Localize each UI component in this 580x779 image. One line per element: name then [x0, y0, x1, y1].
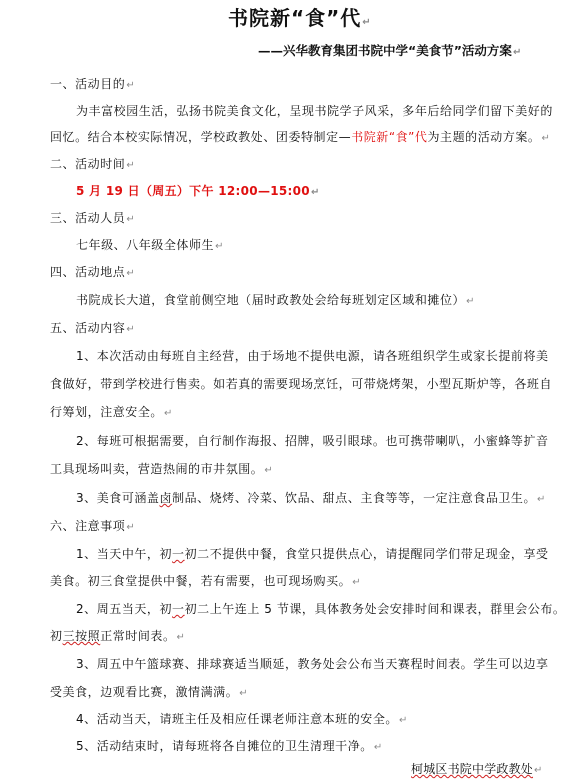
paragraph-mark-icon: ↵: [126, 214, 135, 225]
location-text: 书院成长大道，食堂前侧空地（届时政教处会给每班划定区域和摊位）↵: [76, 293, 475, 307]
paragraph-mark-icon: ↵: [534, 765, 543, 776]
paragraph-mark-icon: ↵: [466, 296, 475, 307]
paragraph-mark-icon: ↵: [352, 577, 361, 588]
paragraph-mark-icon: ↵: [537, 494, 546, 505]
paragraph-mark-icon: ↵: [541, 133, 550, 144]
subtitle-text: ——兴华教育集团书院中学“美食节”活动方案: [258, 43, 512, 58]
section-heading-participants: 三、活动人员↵: [50, 211, 135, 225]
content-item-3: 3、美食可涵盖卤制品、烧烤、冷菜、饮品、甜点、主食等等，一定注意食品卫生。↵: [76, 491, 546, 505]
paragraph-mark-icon: ↵: [163, 408, 173, 419]
paragraph-mark-icon: ↵: [264, 465, 273, 476]
section-heading-notes: 六、注意事项↵: [50, 519, 135, 533]
section-heading-purpose: 一、活动目的↵: [50, 77, 135, 91]
document-title: [228, 6, 371, 35]
content-item-1-line-3: 行筹划，注意安全。↵: [50, 405, 173, 419]
notes-item-2-line-1: 2、周五当天，初一初二上午连上 5 节课，具体教务处会安排时间和课表，群里会公布。: [76, 602, 566, 616]
content-item-1-line-1: 1、本次活动由每班自主经营，由于场地不提供电源，请各班组织学生或家长提前将美: [76, 349, 549, 363]
participants-text: 七年级、八年级全体师生↵: [76, 238, 224, 252]
paragraph-mark-icon: ↵: [215, 241, 224, 252]
content-item-2-line-1: 2、每班可根据需要，自行制作海报、招牌，吸引眼球。也可携带喇叭，小蜜蜂等扩音: [76, 434, 549, 448]
paragraph-mark-icon: ↵: [126, 522, 135, 533]
theme-highlight: 书院新“食”代: [351, 130, 428, 144]
paragraph-mark-icon: ↵: [126, 268, 135, 279]
spellcheck-underline: 三按照: [62, 629, 101, 643]
notes-item-3-line-1: 3、周五中午篮球赛、排球赛适当顺延，教务处会公布当天赛程时间表。学生可以边享: [76, 657, 549, 671]
notes-item-4: 4、活动当天，请班主任及相应任课老师注意本班的安全。↵: [76, 712, 408, 726]
paragraph-mark-icon: ↵: [176, 632, 185, 643]
document-subtitle: [258, 43, 521, 61]
content-item-2-line-2: 工具现场叫卖，营造热闹的市井氛围。↵: [50, 462, 273, 476]
paragraph-mark-icon: ↵: [310, 187, 320, 198]
paragraph-mark-icon: ↵: [126, 160, 135, 171]
paragraph-mark-icon: ↵: [362, 17, 371, 28]
notes-item-1-line-1: 1、当天中午，初一初二不提供中餐，食堂只提供点心，请提醒同学们带足现金，享受: [76, 547, 549, 561]
event-time: 5 月 19 日（周五）下午 12:00—15:00↵: [76, 184, 320, 198]
notes-item-2-line-2: 初三按照正常时间表。↵: [50, 629, 185, 643]
paragraph-mark-icon: ↵: [126, 80, 135, 91]
spellcheck-underline: 一: [172, 602, 185, 616]
notes-item-3-line-2: 受美食，边观看比赛，激情满满。↵: [50, 685, 248, 699]
title-text: 书院新“食”代: [228, 6, 362, 30]
paragraph-mark-icon: ↵: [373, 742, 383, 753]
content-item-1-line-2: 食做好，带到学校进行售卖。如若真的需要现场烹饪，可带烧烤架，小型瓦斯炉等，各班自: [50, 377, 553, 391]
spellcheck-underline: 一: [172, 547, 185, 561]
paragraph-mark-icon: ↵: [239, 688, 248, 699]
paragraph-mark-icon: ↵: [512, 47, 522, 58]
purpose-line-2: 回忆。结合本校实际情况，学校政教处、团委特制定—书院新“食”代为主题的活动方案。↵: [50, 130, 550, 144]
spellcheck-underline: 卤: [159, 491, 173, 505]
notes-item-1-line-2: 美食。初三食堂提供中餐，若有需要，也可现场购买。↵: [50, 574, 361, 588]
section-heading-content: 五、活动内容↵: [50, 321, 135, 335]
paragraph-mark-icon: ↵: [126, 324, 135, 335]
purpose-line-1: 为丰富校园生活，弘扬书院美食文化，呈现书院学子风采，多年后给同学们留下美好的: [76, 104, 553, 118]
paragraph-mark-icon: ↵: [398, 715, 408, 726]
section-heading-time: 二、活动时间↵: [50, 157, 135, 171]
notes-item-5: 5、活动结束时，请每班将各自摊位的卫生清理干净。↵: [76, 739, 383, 753]
section-heading-location: 四、活动地点↵: [50, 265, 135, 279]
signature: [411, 761, 542, 779]
signature-text: 柯城区书院中学政教处: [411, 762, 534, 776]
